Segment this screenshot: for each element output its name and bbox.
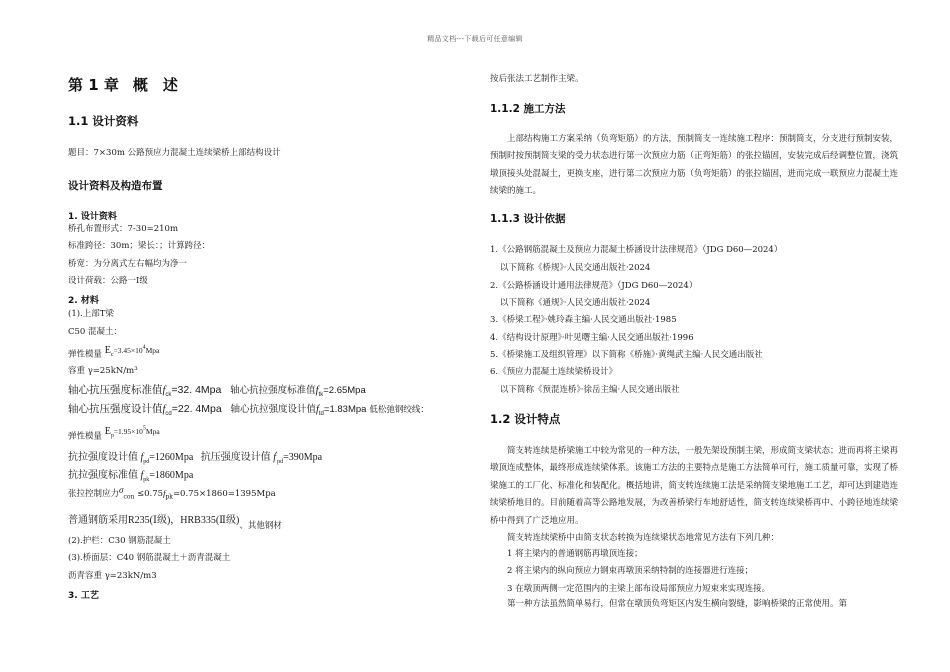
fpd-line: 抗拉强度设计值 $f_{pd}=1260Mpa$ 抗压强度设计值 $f'_{pd}=390Mpa$ [68, 451, 323, 465]
line-design-load: 设计荷载：公路一Ⅰ级 [68, 276, 148, 286]
fpd2-symbol: f [273, 452, 277, 463]
sigma-fpk-symbol: f [163, 488, 166, 498]
ec-label: 弹性模量 [68, 349, 103, 360]
method-3: 3 在墩顶两侧一定范围内的主梁上部布设局部预应力短束来实现连接。 [507, 584, 771, 594]
elastic-modulus-p [68, 428, 160, 446]
ftk-sub: tk [318, 392, 324, 399]
sigma-symbol: σ [119, 485, 124, 495]
rebar-text: 普通钢筋采用R235(Ⅰ级)，HRB335(Ⅱ级) [68, 515, 240, 526]
line-bridge-width: 桥宽：为分离式左右幅均为净一 [68, 259, 188, 269]
fcd-symbol: f [162, 404, 166, 415]
subheading-design-data: 设计资料及构造布置 [68, 180, 163, 192]
fpk-line [68, 466, 193, 483]
ref-item-6-note: 以下简称《预混连桥》·徐岳主编·人民交通出版社 [500, 385, 680, 395]
strand-label: 低松弛钢绞线： [369, 404, 429, 414]
topic-line: 题目：7×30m 公路预应力混凝土连续梁桥上部结构设计 [68, 148, 281, 158]
fpd-sub: pd [143, 459, 150, 465]
process-heading: 3. 工艺 [68, 591, 99, 601]
ec-unit: Mpa [145, 346, 160, 356]
materials-heading: 2. 材料 [68, 296, 99, 306]
feature-paragraph: 简支转连续是桥梁施工中较为常见的一种方法，一般先架设预制主梁，形成简支梁状态；进而再将主梁再墩顶连成整体，最终形成连续梁体系。该施工方法的主要特点是施工方法简单可行，施工质量可靠，实现了桥梁施工的工厂化、标准化和装配化。概括地讲，简支转连续施工法是采纳简支梁地施工工艺，却可达到建造连续梁桥地目的。目前随着高等公路地发展，为改善桥梁行车地舒适性，简支转连续梁桥再中、小跨径地连续梁桥中得到了广泛地应用。 [490, 446, 899, 526]
ref-item-6: 6.《预应力混凝土连续梁桥设计》 [490, 367, 618, 377]
fck-value: =32. 4Mpa [171, 384, 222, 396]
fcd-label: 轴心抗压强度设计值 [68, 403, 163, 415]
ref-item-5: 5.《桥梁施工及组织管理》以下简称《桥施》·黄绳武主编·人民交通出版社 [490, 350, 763, 360]
c50-line: C50 混凝土： [68, 327, 123, 337]
t-beam-line: (1).上部T梁 [68, 309, 114, 319]
watermark-header: 精品文档---下载后可任意编辑 [427, 35, 523, 43]
sigma-sub: con [123, 493, 135, 501]
construction-paragraph: 上部结构施工方案采纳（负弯矩筋）的方法，预制简支一连续施工程序：预制简支，分支进行预制安装，预制时按预制简支梁的受力状态进行第一次预应力筋（正弯矩筋）的张拉锚固，安装完成后经调整位置，浇筑墩顶接头处混凝土，更换支座，进行第二次预应力筋（负弯矩筋）的张拉锚固，进而完成一联预应力混凝土连续梁的施工。 [490, 134, 899, 197]
rebar-tail: 、其他钢材 [239, 520, 282, 530]
ftd-sub: td [318, 411, 324, 418]
ec-symbol: E [104, 345, 111, 357]
ec-exp: 4 [142, 345, 146, 351]
asphalt-line: 沥青容重 γ=23kN/m3 [68, 571, 157, 581]
ftk-value: =2.65Mpa [323, 385, 366, 396]
line-span-layout: 桥孔布置形式：7-30=210m [68, 224, 179, 234]
fpk-value: =1860Mpa [149, 470, 194, 481]
section-1-1: 1.1 设计资料 [68, 114, 139, 128]
ec-value: =3.45×10 [113, 346, 143, 356]
fck-sub: ck [165, 392, 172, 399]
ftk-symbol: f [315, 385, 319, 396]
ep-label: 弹性模量 [68, 431, 103, 442]
ftd-label: 轴心抗拉强度设计值 [230, 404, 316, 415]
ec-sub: c [110, 352, 114, 359]
fpk-symbol: f [140, 470, 144, 481]
ref-item-2: 2.《公路桥涵设计通用法律规范》（JDG D60—2024） [490, 281, 698, 291]
section-1-1-2: 1.1.2 施工方法 [490, 103, 566, 115]
unit-weight-line: 容重 γ=25kN/m³ [68, 366, 138, 376]
fpd-symbol: f [140, 452, 144, 463]
ftd-value: =1.83Mpa [323, 404, 367, 415]
sigma-label: 张拉控制应力 [68, 489, 120, 499]
fck-ftk-line [68, 382, 366, 398]
method-2: 2 将主梁内的纵向预应力钢束再墩顶采纳特制的连接器进行连接； [507, 566, 754, 576]
sigma-fpk-sub: pk [165, 493, 173, 501]
ep-value: =1.95×10 [113, 427, 143, 437]
ep-sub: p [110, 433, 114, 440]
line-span-length: 标准跨径：30m；梁长：；计算跨径： [68, 241, 211, 251]
elastic-modulus-c [68, 346, 159, 364]
fck-symbol: f [162, 385, 166, 396]
post-tension-line: 按后张法工艺制作主梁。 [490, 74, 584, 84]
chapter-title [68, 74, 178, 95]
fpk-sub: pk [143, 477, 150, 483]
section-1-1-3: 1.1.3 设计依据 [490, 213, 566, 225]
fcd-sub: cd [165, 411, 172, 418]
sigma-result: =0.75×1860=1395Mpa [172, 489, 276, 499]
method-1: 1 将主梁内的普通钢筋再墩顶连接； [507, 549, 643, 559]
fck-label: 轴心抗压强度标准值 [68, 384, 163, 396]
ref-item-3: 3.《桥梁工程》·姚玲森主编·人民交通出版社·1985 [490, 315, 677, 325]
ftk-label: 轴心抗拉强度标准值 [230, 385, 316, 396]
ep-unit: Mpa [145, 427, 160, 437]
ref-item-1: 1.《公路钢筋混凝土及预应力混凝土桥涵设计法律规范》（JDG D60—2024） [490, 245, 783, 255]
ftd-symbol: f [315, 404, 319, 415]
fpk-label: 抗拉强度标准值 [68, 470, 138, 481]
fpd2-sub: pd [277, 459, 284, 465]
fpd2-label: 抗压强度设计值 [200, 452, 271, 463]
ref-item-2-note: 以下简称《通规》·人民交通出版社·2024 [500, 298, 651, 308]
ep-exp: 5 [142, 426, 146, 432]
rebar-line [68, 511, 282, 530]
guardrail-line: (2).护栏：C30 钢筋混凝土 [68, 536, 171, 546]
ref-item-1-note: 以下简称《桥规》·人民交通出版社·2024 [500, 263, 651, 273]
last-paragraph: 第一种方法虽然简单易行，但常在墩顶负弯矩区内发生横向裂缝，影响桥梁的正常使用。第 [507, 599, 848, 609]
control-stress-line [68, 485, 276, 503]
ref-item-4: 4.《结构设计原理》·叶见曙主编·人民交通出版社·1996 [490, 333, 694, 343]
design-data-heading: 1. 设计资料 [68, 212, 117, 222]
methods-intro: 简支转连续梁桥中由简支状态转换为连续梁状态地常见方法有下列几种： [507, 533, 780, 543]
chapter-name: 概 述 [132, 76, 178, 94]
section-1-2: 1.2 设计特点 [490, 412, 561, 426]
fpd2-value: =390Mpa [283, 452, 323, 463]
deck-line: (3).桥面层：C40 钢筋混凝土＋沥青混凝土 [68, 553, 231, 563]
fpd-label: 抗拉强度设计值 [68, 452, 138, 463]
sigma-value: ≤0.75 [137, 489, 164, 499]
ep-symbol: E [104, 426, 111, 438]
fcd-ftd-line [68, 401, 429, 417]
fpd-value: =1260Mpa [149, 452, 194, 463]
fcd-value: =22. 4Mpa [171, 403, 222, 415]
chapter-number: 第 1 章 [68, 76, 119, 94]
